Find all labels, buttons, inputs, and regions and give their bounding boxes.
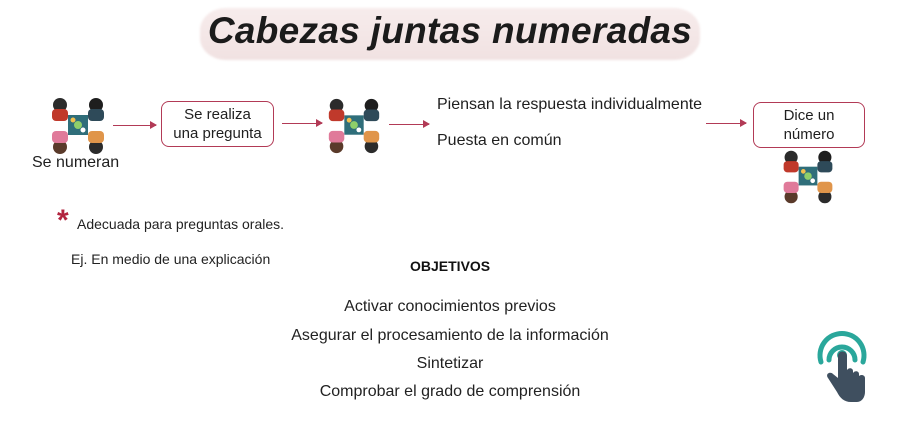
objective-item: Sintetizar [416, 355, 484, 372]
note-example: Ej. En medio de una explicación [71, 251, 271, 267]
flow-arrow [389, 124, 429, 125]
objectives-heading: OBJETIVOS [410, 258, 491, 274]
flow-arrow [113, 125, 156, 126]
page-title: Cabezas juntas numeradas [207, 10, 693, 51]
step-numerate-label: Se numeran [32, 154, 120, 171]
question-box [161, 101, 274, 147]
flow-arrow [706, 123, 746, 124]
note-oral-questions: Adecuada para preguntas orales. [77, 216, 285, 232]
think-individually-text: Piensan la respuesta individualmente [437, 96, 703, 113]
question-box-line: Se realiza [184, 106, 251, 123]
touch-hand-icon[interactable] [813, 330, 871, 408]
group-of-four-people-icon [323, 95, 385, 157]
asterisk-bullet: * [57, 204, 69, 237]
say-number-box-line: Dice un [783, 107, 835, 124]
flow-arrow [282, 123, 322, 124]
objective-item: Asegurar el procesamiento de la información [291, 327, 609, 344]
group-of-four-people-icon [46, 95, 110, 157]
say-number-box [753, 102, 865, 148]
objective-item: Comprobar el grado de comprensión [319, 383, 581, 400]
say-number-box-line: número [783, 126, 835, 143]
question-box-line: una pregunta [173, 125, 262, 142]
share-text: Puesta en común [437, 132, 562, 149]
objective-item: Activar conocimientos previos [344, 298, 556, 315]
group-of-four-people-icon [778, 146, 838, 208]
